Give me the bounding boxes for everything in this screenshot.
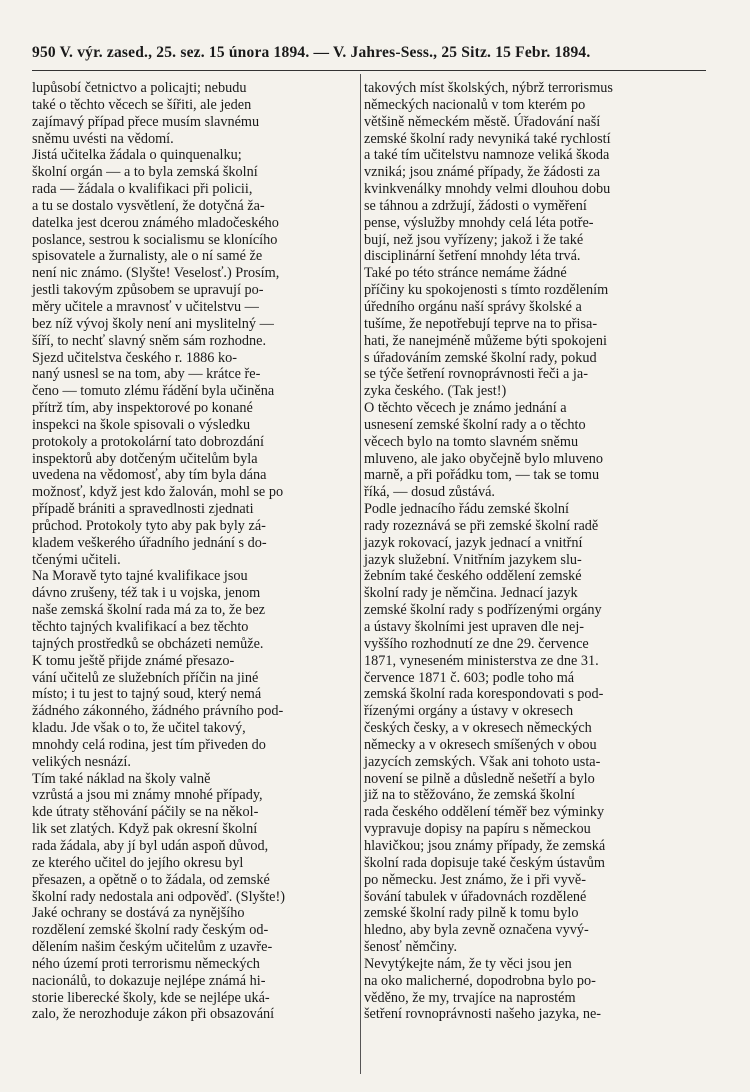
text-line: měry učitele a mravnosť v učitelstvu —	[32, 298, 259, 315]
text-line: zemské školní rady s podřízenými orgány	[364, 602, 602, 619]
text-line: říká, — dosud zůstává.	[364, 484, 495, 501]
text-line: naše zemská školní rada má za to, že bez	[32, 602, 266, 619]
text-line: ného území proti terrorismu německých	[32, 955, 260, 972]
text-line: na oko malicherné, dopodrobna bylo po-	[364, 972, 596, 989]
text-line: tčenými učiteli.	[32, 551, 121, 568]
text-line: mluveno, ale jako obyčejně bylo mluveno	[364, 450, 604, 467]
text-line: bují, než jsou vyřízeny; jakož i že také	[364, 231, 584, 248]
text-line: lik set zlatých. Když pak okresní školní	[32, 821, 258, 838]
text-line: Podle jednacího řádu zemské školní	[364, 501, 569, 518]
text-line: velikých nesnází.	[32, 753, 131, 770]
text-line: šování tabulek v úřadovnách rozdělené	[364, 888, 587, 905]
text-line: poslance, sestrou k socialismu se klonícího	[32, 231, 278, 248]
text-line: jestli takovým způsobem se upravují po-	[32, 282, 264, 299]
text-line: mnohdy celá rodina, jest tím přiveden do	[32, 736, 266, 753]
text-line: ze kterého učitel do jejího okresu byl	[32, 854, 244, 871]
text-line: rady rozeznává se při zemské školní radě	[364, 517, 599, 534]
text-line: kvinkvenálky mnohdy velmi dlouhou dobu	[364, 181, 611, 198]
text-line: školní rady je němčina. Jednací jazyk	[364, 585, 578, 602]
text-line: kladu. Jde však o to, že učitel takový,	[32, 720, 246, 737]
text-line: Tím také náklad na školy valně	[32, 770, 211, 787]
text-line: datelka jest dcerou známého mladočeského	[32, 214, 279, 231]
text-line: zemské školní rady nevyniká také rychlostí	[364, 130, 611, 147]
text-line: pense, výslužby mnohdy celá léta potře-	[364, 214, 594, 231]
text-line: příčiny ku spokojenosti s tímto rozdělením	[364, 282, 609, 299]
text-line: tušíme, že nepotřebují teprve na to přisa-	[364, 315, 598, 332]
page-header: 950 V. výr. zased., 25. sez. 15 února 1894. — V. Jahres-Sess., 25 Sitz. 15 Febr. 1894.	[32, 44, 591, 61]
text-line: hati, že nanejméně můžeme býti spokojeni	[364, 332, 607, 349]
text-line: s úřadováním zemské školní rady, pokud	[364, 349, 597, 366]
text-line: čeno — tomuto zlému řádění byla učiněna	[32, 383, 275, 400]
text-line: rada žádala, aby jí byl udán aspoň důvod,	[32, 837, 269, 854]
header-rule	[32, 70, 706, 71]
column-divider	[360, 74, 361, 1074]
text-line: K tomu ještě přijde známé přesazo-	[32, 652, 235, 669]
text-line: jazycích zemských. Však ani tohoto usta-	[364, 753, 601, 770]
text-line: šenosť němčiny.	[364, 939, 458, 956]
text-line: šetření rovnoprávnosti našeho jazyka, ne-	[364, 1006, 602, 1023]
text-line: hledno, aby byla zevně označena vyvý-	[364, 922, 589, 939]
text-line: inspektorů aby dotčeným učitelům byla	[32, 450, 258, 467]
text-line: jazyk rokovací, jazyk jednací a vnitřní	[364, 534, 583, 551]
text-line: O těchto věcech je známo jednání a	[364, 400, 567, 417]
text-line: dávno zrušeny, též tak i u vojska, jenom	[32, 585, 261, 602]
text-line: se týče šetření rovnoprávnosti řeči a ja-	[364, 366, 588, 383]
text-line: rada českého oddělení téměř bez výminky	[364, 804, 605, 821]
text-line: vzniká; jsou známé případy, že žádosti za	[364, 164, 601, 181]
text-line: 1871, vyneseném ministerstva ze dne 31.	[364, 652, 599, 669]
text-line: není nic známo. (Slyšte! Veselosť.) Prosím,	[32, 265, 280, 282]
text-line: hlavičkou; jsou známy případy, že zemská	[364, 837, 606, 854]
text-line: řízenými orgány a ústavy v okresech	[364, 703, 574, 720]
text-line: a ústavy školními jest upraven dle nej-	[364, 619, 585, 635]
right-column	[364, 80, 686, 1023]
text-line: případě brániti a spravedlnosti zjednati	[32, 501, 254, 518]
text-line: disciplinární šetření mnohdy léta trvá.	[364, 248, 581, 265]
text-line: žádného zákonného, žádného právního pod-	[32, 703, 284, 720]
text-line: věcech bylo na tomto slavném sněmu	[364, 433, 579, 450]
text-line: kladem veškerého úřadního jednání s do-	[32, 534, 267, 551]
text-line: vání učitelů ze služebních příčin na jiné	[32, 669, 259, 686]
text-line: dělením našim českým učitelům z uzavře-	[32, 939, 273, 956]
text-line: protokoly a protokolární tato dobrozdání	[32, 433, 264, 450]
text-line: novení se pilně a důsledně nešetří a bylo	[364, 770, 595, 787]
text-line: možnosť, když jest kdo žalován, mohl se po	[32, 484, 284, 501]
text-line: inspekci na škole spisovali o výsledku	[32, 416, 251, 433]
text-line: německy a v okresech smíšených v obou	[364, 736, 597, 753]
text-line: vzrůstá a jsou mi známy mnohé případy,	[32, 787, 263, 804]
text-line: úředního orgánu naší správy školské a	[364, 298, 582, 315]
text-line: a také tím učitelstvu namnoze veliká škoda	[364, 147, 610, 164]
text-line: zajímavý případ přece musím slavnému	[32, 113, 260, 130]
text-line: usnesení zemské školní rady a o těchto	[364, 416, 586, 433]
text-line: šíří, to nechť slavný sněm sám rozhodne.	[32, 332, 267, 349]
text-line: nacionálů, to dokazuje nejlépe známá hi-	[32, 972, 266, 989]
text-line: po německu. Jest známo, že i při vyvě-	[364, 871, 586, 888]
text-line: Na Moravě tyto tajné kvalifikace jsou	[32, 568, 248, 585]
text-line: kde útraty stěhování páčily se na někol-	[32, 804, 259, 821]
text-line: spisovatele a žurnalisty, ale o ní samé že	[32, 248, 263, 265]
text-line: také o těchto věcech se šířiti, ale jeden	[32, 96, 252, 113]
text-line: školní orgán — a to byla zemská školní	[32, 164, 258, 181]
text-line: jazyk služební. Vnitřním jazykem slu-	[364, 551, 582, 568]
text-line: naný usnesl se na tom, aby — krátce ře-	[32, 366, 261, 383]
text-line: sněmu uvésti na vědomí.	[32, 130, 174, 147]
left-column	[32, 80, 358, 1023]
text-line: Také po této stránce nemáme žádné	[364, 265, 567, 282]
text-line: přesazen, a opětně o to žádala, od zemské	[32, 871, 270, 888]
text-line: marně, a při pořádku tom, — tak se tomu	[364, 467, 600, 484]
text-line: července 1871 č. 603; podle toho má	[364, 669, 575, 686]
text-line: Sjezd učitelstva českého r. 1886 ko-	[32, 349, 237, 366]
text-line: se táhnou a zdržují, žádosti o vyměření	[364, 197, 587, 214]
text-line: storie liberecké školy, kde se nejlépe uká-	[32, 989, 270, 1006]
text-line: rada — žádala o kvalifikaci při policii,	[32, 181, 253, 198]
text-line: věděno, že my, trvajíce na naprostém	[364, 989, 576, 1006]
text-line: většině německém městě. Úřadování naší	[364, 113, 601, 130]
text-line: německých nacionalů v tom kterém po	[364, 96, 586, 113]
text-line: Nevytýkejte nám, že ty věci jsou jen	[364, 955, 572, 972]
text-line: zyka českého. (Tak jest!)	[364, 383, 507, 400]
text-line: školní rada dopisuje také českým ústavům	[364, 854, 606, 871]
text-line: tajných prostředků se obcházeti nemůže.	[32, 635, 264, 652]
text-line: místo; i tu jest to tajný soud, který nemá	[32, 686, 262, 703]
text-line: zemské školní rady pilně k tomu bylo	[364, 905, 579, 922]
text-line: vypravuje dopisy na papíru s německou	[364, 821, 591, 838]
text-line: Jistá učitelka žádala o quinquenalku;	[32, 147, 242, 164]
text-line: přítrž tím, aby inspektorové po konané	[32, 400, 253, 417]
text-line: českých česky, a v okresech německých	[364, 720, 592, 737]
text-line: těchto tajných kvalifikací a bez těchto	[32, 619, 249, 635]
text-line: lupůsobí četnictvo a policajti; nebudu	[32, 80, 247, 96]
text-line: průchod. Protokoly tyto aby pak byly zá-	[32, 517, 266, 534]
text-line: a tu se dostalo vysvětlení, že dotyčná ža-	[32, 197, 265, 214]
text-line: zemská školní rada korespondovati s pod-	[364, 686, 604, 703]
text-line: Jaké ochrany se dostává za nynějšího	[32, 905, 245, 922]
text-line: školní rady nedostala ani odpověď. (Slyšte!)	[32, 888, 285, 905]
text-line: uvedena na vědomosť, aby tím byla dána	[32, 467, 267, 484]
text-line: vyššího rozhodnutí ze dne 29. července	[364, 635, 589, 652]
text-line: žebním také českého oddělení zemské	[364, 568, 582, 585]
text-line: bez níž vývoj školy není ani myslitelný —	[32, 315, 274, 332]
text-line: takových míst školských, nýbrž terrorismus	[364, 80, 613, 96]
text-line: již na to stěžováno, že zemská školní	[364, 787, 575, 804]
text-line: zalo, že nerozhoduje zákon při obsazování	[32, 1006, 275, 1023]
text-line: rozdělení zemské školní rady českým od-	[32, 922, 269, 939]
